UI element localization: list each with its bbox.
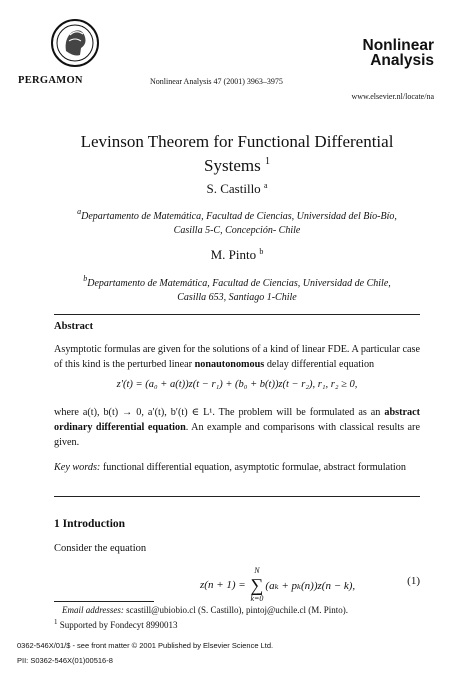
section-heading-introduction: 1 Introduction <box>54 518 126 530</box>
abstract-paragraph-2: where a(t), b(t) → 0, a′(t), b′(t) ∈ L¹. The problem will be formulated as an abstract ordinary differential equation. An example and comparisons with classical results are given. <box>54 407 420 448</box>
abstract-bottom-rule <box>54 496 420 497</box>
footer-pii: PII: S0362-546X(01)00516-8 <box>17 656 113 665</box>
title-line1: Levinson Theorem for Functional Differential <box>80 132 394 151</box>
paper-title <box>30 132 444 176</box>
journal-title-line1: Nonlinear <box>362 37 434 54</box>
sum-upper-limit: N <box>254 566 260 575</box>
title-footnote-mark: 1 <box>264 156 270 167</box>
abstract-top-rule <box>54 314 420 315</box>
abstract-equation: z′(t) = (a₀ + a(t))z(t − r₁) + (b₀ + b(t))z(t − r₂), r₁, r₂ ≥ 0, <box>116 379 358 390</box>
abstract-heading: Abstract <box>54 321 94 332</box>
footnote-funding: $^1$ Supported by Fondecyt 8990013 <box>54 618 178 630</box>
abstract-paragraph-1: Asymptotic formulas are given for the solutions of a kind of linear FDE. A particular case of this kind is the perturbed linear nonautonomous delay differential equation <box>54 344 420 370</box>
author-castillo: S. Castillo $^a$ <box>206 181 268 196</box>
journal-title <box>363 38 434 68</box>
journal-citation: Nonlinear Analysis 47 (2001) 3963–3975 <box>150 77 283 86</box>
footer-issn: 0362-546X/01/$ - see front matter © 2001 Published by Elsevier Science Ltd. <box>17 641 274 650</box>
affiliation-a: $^a$Departamento de Matemática, Facultad de Ciencias, Universidad del Bío-Bío, Casilla 5-C, Concepción- Chile <box>77 207 397 236</box>
publisher-name: PERGAMON <box>18 75 83 86</box>
publisher-logo <box>50 17 100 69</box>
affiliation-b: $^b$Departamento de Matemática, Facultad de Ciencias, Universidad de Chile, Casilla 653, Santiago 1-Chile <box>83 274 391 303</box>
sum-symbol: ∑ <box>250 575 264 595</box>
keywords-label: Key words: <box>54 462 101 473</box>
equation-1: z(n + 1) = N ∑ k=0 (aₖ + pₖ(n))z(n − k), <box>200 566 356 603</box>
journal-title-line2: Analysis <box>370 52 434 69</box>
title-line2: Systems $^1$ <box>204 156 270 175</box>
equation-number: (1) <box>407 575 420 587</box>
sum-lower-limit: k=0 <box>250 594 264 603</box>
journal-url[interactable]: www.elsevier.nl/locate/na <box>351 92 434 101</box>
footnote-rule <box>54 601 154 602</box>
footnote-emails: Email addresses: scastill@ubiobio.cl (S. Castillo), pintoj@uchile.cl (M. Pinto). <box>62 605 348 615</box>
keywords: Key words: functional differential equation, asymptotic formulae, abstract formulation <box>54 462 406 473</box>
intro-text: Consider the equation <box>54 543 147 554</box>
author-pinto: M. Pinto $^b$ <box>210 247 264 262</box>
